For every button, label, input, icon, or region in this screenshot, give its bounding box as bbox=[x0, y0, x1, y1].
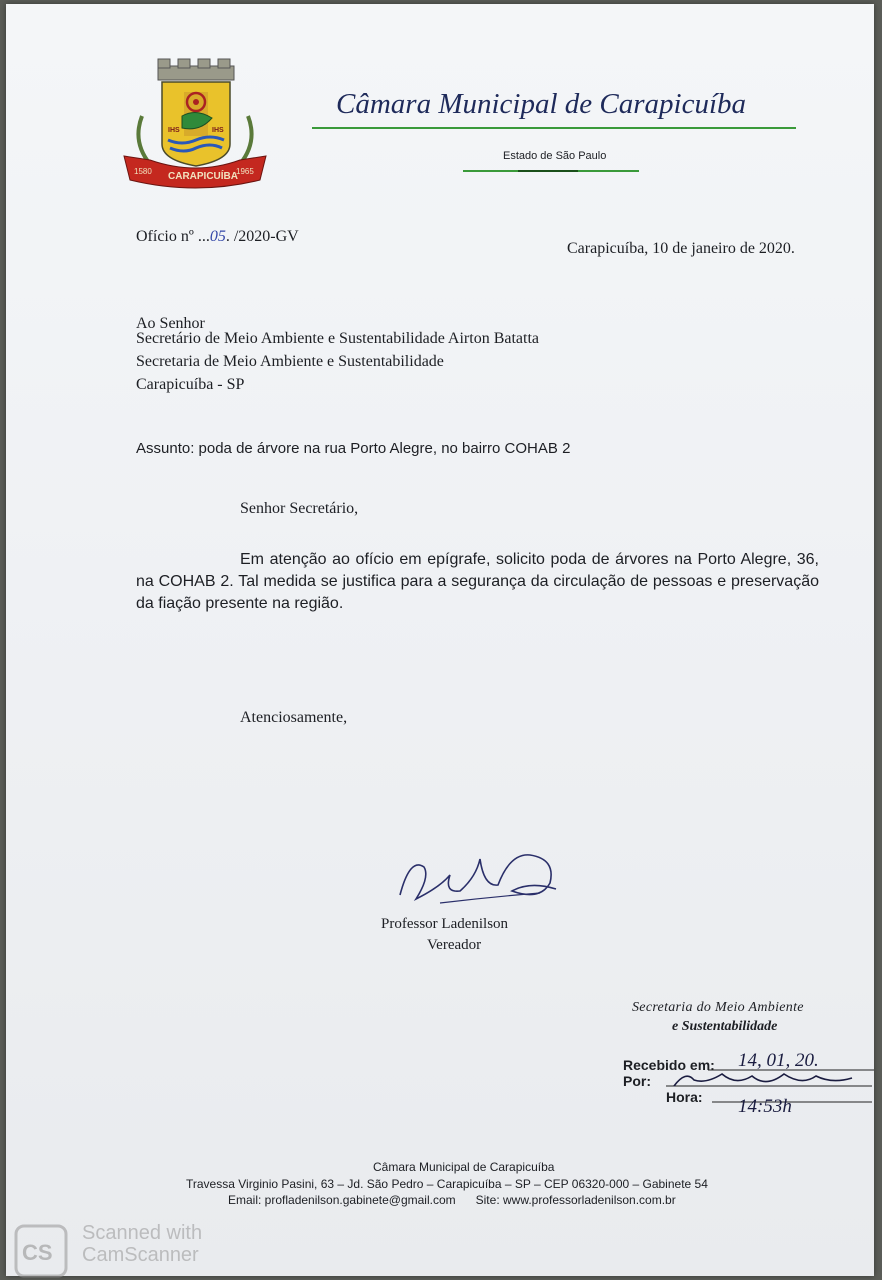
crest-ribbon-text: CARAPICUÍBA bbox=[168, 171, 238, 182]
letter-closing: Atenciosamente, bbox=[240, 709, 348, 726]
stamp-received-date: 14, 01, 20. bbox=[738, 1050, 819, 1071]
stamp-by-label: Por: bbox=[623, 1073, 651, 1089]
stamp-department-line-1: Secretaria do Meio Ambiente bbox=[632, 1000, 804, 1015]
reference-suffix: . /2020-GV bbox=[225, 228, 299, 245]
organization-title: Câmara Municipal de Carapicuíba bbox=[336, 88, 747, 120]
crest-shield bbox=[162, 82, 230, 166]
addressee-line-2: Secretário de Meio Ambiente e Sustentabilidade Airton Batatta bbox=[136, 330, 539, 347]
crest-motto-left: IHS bbox=[168, 127, 180, 134]
handwritten-signature bbox=[380, 847, 570, 917]
reference-prefix: Ofício nº ... bbox=[136, 228, 210, 245]
crest-year-right: 1965 bbox=[236, 167, 254, 176]
stamp-received-time: 14:53h bbox=[738, 1096, 792, 1117]
addressee-line-3: Secretaria de Meio Ambiente e Sustentabilidade bbox=[136, 353, 444, 370]
letter-salutation: Senhor Secretário, bbox=[240, 500, 359, 517]
letter-body: Em atenção ao ofício em epígrafe, solicito poda de árvores na Porto Alegre, 36, na COHAB 2. Tal medida se justifica para a segurança da circulação de pessoas e preservação da fiação presente na região. bbox=[136, 551, 819, 612]
crest-motto-right: IHS bbox=[212, 127, 224, 134]
camscanner-logo-text: CS bbox=[22, 1240, 53, 1265]
letter-reference bbox=[136, 228, 299, 246]
footer-contact: Email: profladenilson.gabinete@gmail.com Site: www.professorladenilson.com.br bbox=[228, 1193, 676, 1207]
camscanner-logo-icon bbox=[14, 1224, 68, 1278]
stamp-handwritten-entries bbox=[646, 1040, 876, 1120]
letter-date: Carapicuíba, 10 de janeiro de 2020. bbox=[567, 240, 795, 257]
state-name: Estado de São Paulo bbox=[503, 150, 607, 162]
crest-year-left: 1580 bbox=[134, 167, 152, 176]
footer-address: Travessa Virginio Pasini, 63 – Jd. São Pedro – Carapicuíba – SP – CEP 06320-000 – Gabinete 54 bbox=[186, 1177, 708, 1191]
municipal-crest-logo bbox=[120, 56, 270, 192]
crest-crown bbox=[158, 59, 234, 80]
state-underline-accent bbox=[518, 170, 578, 172]
scanner-watermark-text: Scanned with CamScanner bbox=[82, 1222, 203, 1266]
addressee-line-1: Ao Senhor bbox=[136, 315, 205, 332]
letter-subject: Assunto: poda de árvore na rua Porto Alegre, no bairro COHAB 2 bbox=[136, 440, 571, 457]
addressee-line-4: Carapicuíba - SP bbox=[136, 376, 245, 393]
stamp-department-line-2: e Sustentabilidade bbox=[672, 1019, 778, 1034]
letter-page bbox=[6, 4, 874, 1276]
signer-name: Professor Ladenilson bbox=[381, 916, 509, 932]
title-underline bbox=[312, 127, 796, 129]
stamp-time-label: Hora: bbox=[666, 1089, 703, 1105]
reference-number: 05 bbox=[209, 228, 226, 245]
stamp-received-label: Recebido em: bbox=[623, 1057, 715, 1073]
footer-organization: Câmara Municipal de Carapicuíba bbox=[373, 1160, 555, 1174]
signer-role: Vereador bbox=[427, 937, 482, 953]
stamp-receiver-signature bbox=[674, 1074, 852, 1086]
